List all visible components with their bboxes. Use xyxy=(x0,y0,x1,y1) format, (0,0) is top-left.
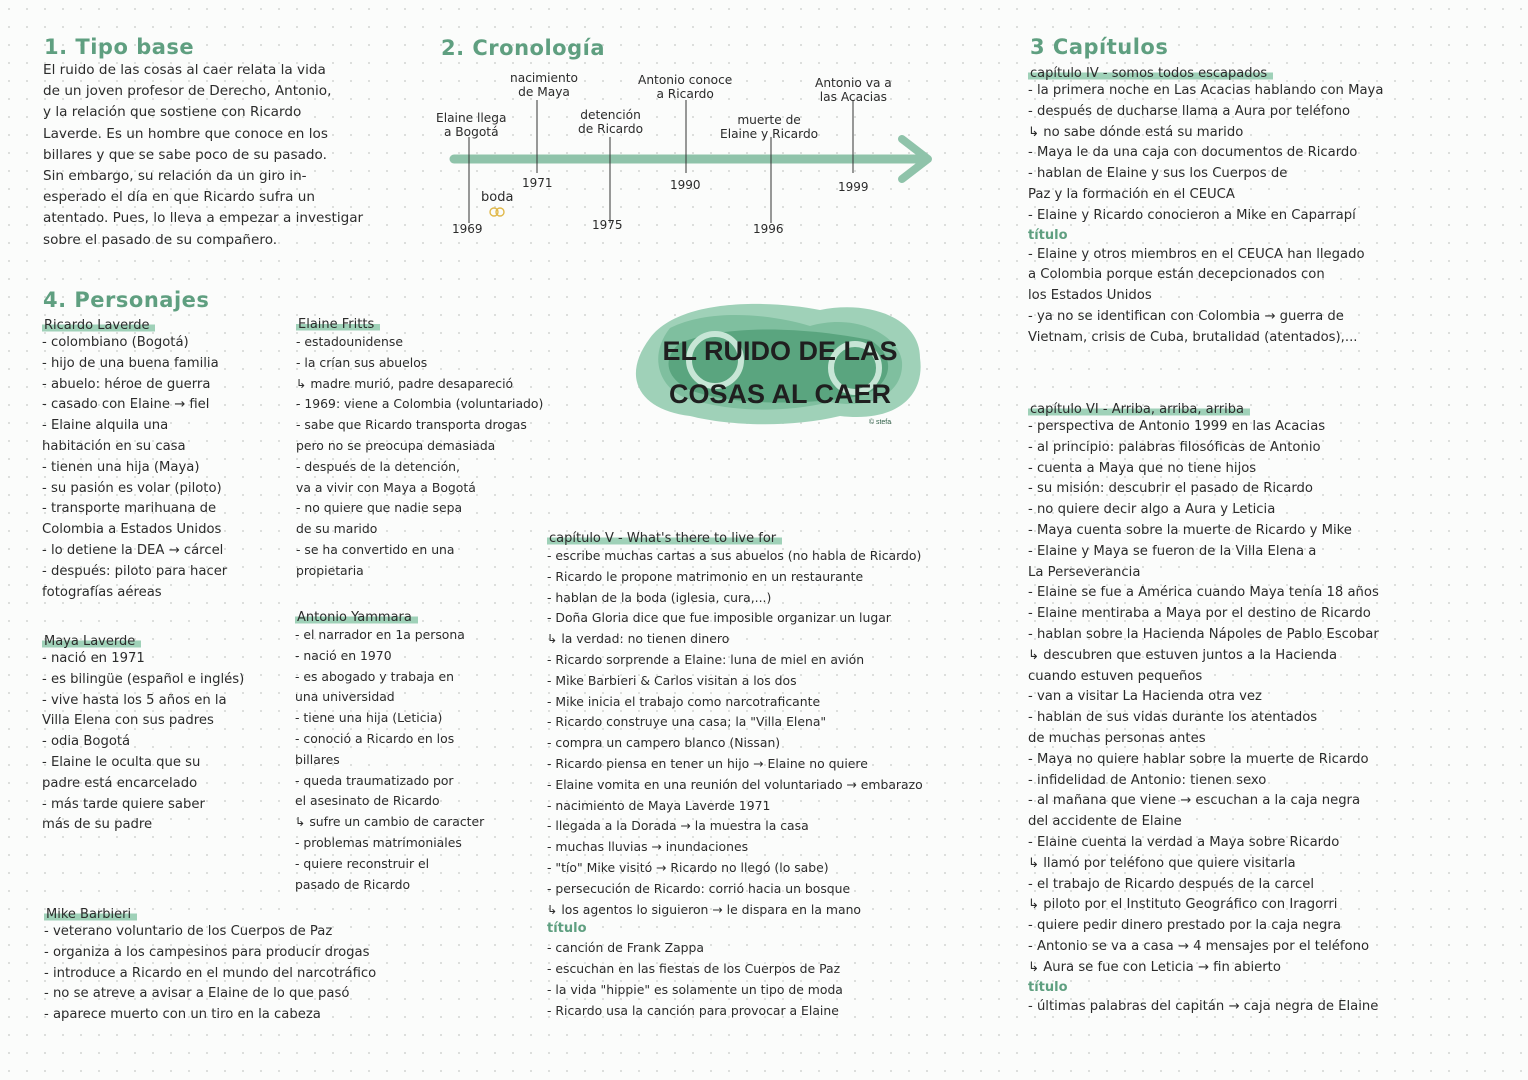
list-item: - Ricardo sorprende a Elaine: luna de miel en avión xyxy=(547,651,865,667)
timeline-tick-1971 xyxy=(536,100,538,130)
timeline-year: 1999 xyxy=(838,180,869,194)
list-item: fotografías aéreas xyxy=(42,584,162,600)
list-item: una universidad xyxy=(295,689,395,705)
capitulo-iv-titulo-label: título xyxy=(1028,227,1068,243)
list-item: ↳ piloto por el Instituto Geográfico con Iragorri xyxy=(1028,897,1338,913)
list-item: - no quiere que nadie sepa xyxy=(296,500,463,516)
list-item: - Elaine y Ricardo conocieron a Mike en Caparrapí xyxy=(1028,207,1356,223)
list-item: - después de la detención, xyxy=(296,458,460,474)
maya-laverde-block xyxy=(42,630,282,836)
tipo-base-line: y la relación que sostiene con Ricardo xyxy=(43,104,302,121)
timeline-event-antonio-conoce: Antonio conoce a Ricardo xyxy=(638,73,733,101)
list-item: - al principio: palabras filosóficas de Antonio xyxy=(1028,439,1321,455)
list-item: - 1969: viene a Colombia (voluntariado) xyxy=(296,396,544,412)
list-item: - la vida "hippie" es solamente un tipo de moda xyxy=(547,981,843,997)
list-item: - el trabajo de Ricardo después de la carcel xyxy=(1028,876,1314,892)
list-item: pasado de Ricardo xyxy=(295,876,411,892)
list-item: - lo detiene la DEA → cárcel xyxy=(42,542,224,558)
list-item: - ya no se identifican con Colombia → guerra de xyxy=(1028,308,1344,324)
timeline-year: 1971 xyxy=(522,176,553,190)
timeline-event-muerte: muerte de Elaine y Ricardo xyxy=(720,113,819,141)
timeline-event-nacimiento-maya: nacimiento de Maya xyxy=(510,71,578,99)
capitulo-vi-block xyxy=(1028,398,1508,1017)
list-item: - Elaine se fue a América cuando Maya tenía 18 años xyxy=(1028,585,1379,601)
list-item: - Elaine alquila una xyxy=(42,418,169,434)
list-item: - se ha convertido en una xyxy=(296,541,455,557)
timeline-event-antonio-acacias: Antonio va a las Acacias xyxy=(815,76,892,104)
list-item: - queda traumatizado por xyxy=(295,772,454,788)
list-item: - Maya cuenta sobre la muerte de Ricardo y Mike xyxy=(1028,522,1352,538)
list-item: - Maya no quiere hablar sobre la muerte de Ricardo xyxy=(1028,751,1369,767)
list-item: más de su padre xyxy=(42,817,153,833)
list-item: - Elaine mentiraba a Maya por el destino de Ricardo xyxy=(1028,606,1371,622)
timeline-tick-1996 xyxy=(770,195,772,225)
list-item: - es abogado y trabaja en xyxy=(295,668,455,684)
list-item: - Maya le da una caja con documentos de Ricardo xyxy=(1028,145,1358,161)
capitulo-iv-list xyxy=(1028,81,1498,227)
capitulo-vi-titulo-label: título xyxy=(1028,979,1068,995)
list-item: de muchas personas antes xyxy=(1028,730,1206,746)
capitulo-iv-block xyxy=(1028,62,1498,349)
character-name-mike: Mike Barbieri xyxy=(44,907,137,922)
list-item: - Elaine y otros miembros en el CEUCA han llegado xyxy=(1028,246,1365,262)
list-item: - muchas lluvias → inundaciones xyxy=(547,839,749,855)
timeline-tick-1969 xyxy=(468,195,470,225)
list-item: - aparece muerto con un tiro en la cabeza xyxy=(44,1007,321,1023)
ricardo-list xyxy=(42,333,282,603)
list-item: - hablan de sus vidas durante los atentados xyxy=(1028,710,1318,726)
list-item: - conoció a Ricardo en los xyxy=(295,730,455,746)
cronologia-heading: 2. Cronología xyxy=(441,36,605,60)
tipo-base-paragraph xyxy=(43,60,403,251)
ricardo-laverde-block xyxy=(42,314,282,603)
list-item: pero no se preocupa demasiada xyxy=(296,437,496,453)
list-item: - llegada a la Dorada → la muestra la casa xyxy=(547,818,809,834)
character-name-ricardo: Ricardo Laverde xyxy=(42,318,155,333)
list-item: - hablan sobre la Hacienda Nápoles de Pablo Escobar xyxy=(1028,626,1379,642)
list-item: - Doña Gloria dice que fue imposible organizar un lugar xyxy=(547,610,891,626)
list-item: ↳ sufre un cambio de caracter xyxy=(295,814,485,830)
list-item: - persecución de Ricardo: corrió hacia un bosque xyxy=(547,880,851,896)
list-item: - Ricardo le propone matrimonio en un restaurante xyxy=(547,568,864,584)
list-item: el asesinato de Ricardo xyxy=(295,793,440,809)
list-item: Colombia a Estados Unidos xyxy=(42,522,222,538)
list-item: - Antonio se va a casa → 4 mensajes por el teléfono xyxy=(1028,938,1370,954)
list-item: - no se atreve a avisar a Elaine de lo que pasó xyxy=(44,986,350,1002)
capitulo-iv-titulo-list xyxy=(1028,245,1498,349)
list-item: - su pasión es volar (piloto) xyxy=(42,480,222,496)
capitulo-vi-titulo-list xyxy=(1028,997,1508,1018)
list-item: - nacimiento de Maya Laverde 1971 xyxy=(547,797,771,813)
list-item: - quiere pedir dinero prestado por la caja negra xyxy=(1028,918,1341,934)
list-item: - hijo de una buena familia xyxy=(42,355,219,371)
timeline-event-detencion-ricardo: detención de Ricardo xyxy=(578,108,644,136)
list-item: - compra un campero blanco (Nissan) xyxy=(547,735,781,751)
list-item: - estadounidense xyxy=(296,334,403,349)
list-item: Paz y la formación en el CEUCA xyxy=(1028,186,1235,202)
timeline-year: 1996 xyxy=(753,222,784,236)
list-item: - problemas matrimoniales xyxy=(295,834,462,850)
list-item: ↳ los agentos lo siguieron → le dispara en la mano xyxy=(547,901,862,917)
list-item: - Ricardo construye una casa; la "Villa Elena" xyxy=(547,714,827,730)
list-item: ↳ llamó por teléfono que quiere visitarla xyxy=(1028,855,1296,871)
list-item: propietaria xyxy=(296,562,364,578)
list-item: - al mañana que viene → escuchan a la caja negra xyxy=(1028,793,1361,809)
list-item: - más tarde quiere saber xyxy=(42,796,205,812)
list-item: del accidente de Elaine xyxy=(1028,814,1182,830)
badge-title-line2: COSAS AL CAER xyxy=(668,379,892,409)
list-item: - Elaine y Maya se fueron de la Villa Elena a xyxy=(1028,543,1317,559)
list-item: - no quiere decir algo a Aura y Leticia xyxy=(1028,502,1276,518)
personajes-heading: 4. Personajes xyxy=(43,288,210,312)
capitulo-v-title: capítulo V - What's there to live for xyxy=(547,531,782,546)
list-item: - canción de Frank Zappa xyxy=(547,940,705,956)
list-item: ↳ la verdad: no tienen dinero xyxy=(547,631,730,647)
list-item: - "tío" Mike visitó → Ricardo no llegó (lo sabe) xyxy=(547,859,829,875)
list-item: - introduce a Ricardo en el mundo del narcotráfico xyxy=(44,965,377,981)
list-item: billares xyxy=(295,751,340,767)
character-name-elaine: Elaine Fritts xyxy=(296,317,380,332)
badge-title-line1: EL RUIDO DE LAS xyxy=(662,336,898,366)
capitulos-heading: 3 Capítulos xyxy=(1030,35,1169,59)
timeline-event-elaine-llega: Elaine llega a Bogotá xyxy=(436,111,507,139)
capitulo-v-titulo-label: título xyxy=(547,921,587,937)
timeline-tick-1999 xyxy=(852,100,854,130)
elaine-fritts-block xyxy=(296,313,566,582)
list-item: Vietnam, crisis de Cuba, brutalidad (atentados),... xyxy=(1028,329,1358,345)
timeline-year: 1990 xyxy=(670,178,701,192)
list-item: - infidelidad de Antonio: tienen sexo xyxy=(1028,772,1267,788)
list-item: - casado con Elaine → fiel xyxy=(42,397,210,413)
list-item: - la primera noche en Las Acacias hablando con Maya xyxy=(1028,83,1384,98)
capitulo-v-titulo-list xyxy=(547,938,1017,1021)
list-item: - quiere reconstruir el xyxy=(295,855,430,871)
list-item: cuando estuven pequeños xyxy=(1028,668,1203,684)
list-item: ↳ Aura se fue con Leticia → fin abierto xyxy=(1028,959,1281,975)
list-item: padre está encarcelado xyxy=(42,775,198,791)
list-item: - el narrador en 1a persona xyxy=(295,627,465,642)
timeline-year: 1969 xyxy=(452,222,483,236)
capitulo-iv-title: capítulo IV - somos todos escapados xyxy=(1028,66,1273,81)
maya-list xyxy=(42,649,282,836)
elaine-list xyxy=(296,332,566,582)
mike-list xyxy=(44,922,524,1026)
list-item: - escuchan en las fiestas de los Cuerpos de Paz xyxy=(547,961,841,977)
list-item: ↳ madre murió, padre desapareció xyxy=(296,375,514,391)
list-item: - organiza a los campesinos para producir drogas xyxy=(44,944,370,960)
capitulo-vi-list xyxy=(1028,417,1508,979)
antonio-list xyxy=(295,625,545,895)
list-item: - van a visitar La Hacienda otra vez xyxy=(1028,689,1262,705)
character-name-maya: Maya Laverde xyxy=(42,634,141,649)
tipo-base-line: Sin embargo, su relación da un giro in- xyxy=(43,168,307,185)
list-item: - después de ducharse llama a Aura por teléfono xyxy=(1028,103,1351,119)
tipo-base-line: de un joven profesor de Derecho, Antonio, xyxy=(43,83,332,100)
timeline-boda-label: boda xyxy=(481,190,514,205)
badge-signature: © stefa xyxy=(868,419,892,426)
list-item: - la crían sus abuelos xyxy=(296,354,428,370)
list-item: - nació en 1971 xyxy=(42,651,145,666)
list-item: - su misión: descubrir el pasado de Ricardo xyxy=(1028,481,1313,497)
list-item: - hablan de la boda (iglesia, cura,...) xyxy=(547,589,772,605)
list-item: - odia Bogotá xyxy=(42,734,131,750)
list-item: - hablan de Elaine y sus los Cuerpos de xyxy=(1028,166,1288,182)
list-item: - vive hasta los 5 años en la xyxy=(42,692,227,708)
capitulo-v-block xyxy=(547,527,1017,1022)
capitulo-v-list xyxy=(547,546,1017,920)
list-item: ↳ descubren que estuven juntos a la Hacienda xyxy=(1028,647,1338,663)
list-item: - Ricardo usa la canción para provocar a Elaine xyxy=(547,1002,839,1018)
timeline-year: 1975 xyxy=(592,218,623,232)
list-item: La Perseverancia xyxy=(1028,564,1141,580)
list-item: a Colombia porque están decepcionados con xyxy=(1028,267,1325,283)
tipo-base-heading: 1. Tipo base xyxy=(44,35,195,59)
list-item: - Elaine vomita en una reunión del voluntariado → embarazo xyxy=(547,776,923,792)
list-item: - perspectiva de Antonio 1999 en las Acacias xyxy=(1028,419,1326,434)
capitulo-vi-title: capítulo VI - Arriba, arriba, arriba xyxy=(1028,402,1250,417)
list-item: - Elaine cuenta la verdad a Maya sobre Ricardo xyxy=(1028,834,1340,850)
tipo-base-line: billares y que se sabe poco de su pasado. xyxy=(43,146,327,163)
antonio-yammara-block xyxy=(295,606,545,895)
timeline-tick-1990 xyxy=(685,100,687,130)
list-item: - Ricardo piensa en tener un hijo → Elaine no quiere xyxy=(547,755,868,771)
list-item: - colombiano (Bogotá) xyxy=(42,335,189,350)
tipo-base-line: sobre el pasado de su compañero. xyxy=(43,231,278,248)
list-item: Villa Elena con sus padres xyxy=(42,713,214,729)
list-item: - después: piloto para hacer xyxy=(42,563,228,579)
tipo-base-line: El ruido de las cosas al caer relata la vida xyxy=(43,62,326,78)
list-item: - tiene una hija (Leticia) xyxy=(295,710,443,726)
tipo-base-line: Laverde. Es un hombre que conoce en los xyxy=(43,125,328,142)
tipo-base-line: atentado. Pues, lo lleva a empezar a investigar xyxy=(43,210,364,227)
list-item: va a vivir con Maya a Bogotá xyxy=(296,479,476,495)
list-item: habitación en su casa xyxy=(42,438,186,454)
tipo-base-line: esperado el día en que Ricardo sufra un xyxy=(43,189,315,206)
character-name-antonio: Antonio Yammara xyxy=(295,610,418,625)
list-item: - veterano voluntario de los Cuerpos de Paz xyxy=(44,924,333,939)
list-item: - Mike Barbieri & Carlos visitan a los dos xyxy=(547,672,797,688)
title-badge xyxy=(620,298,930,428)
list-item: - escribe muchas cartas a sus abuelos (no habla de Ricardo) xyxy=(547,548,922,563)
list-item: - Mike inicia el trabajo como narcotraficante xyxy=(547,693,821,709)
mike-barbieri-block xyxy=(44,903,524,1026)
list-item: - tienen una hija (Maya) xyxy=(42,459,200,475)
list-item: - cuenta a Maya que no tiene hijos xyxy=(1028,460,1257,476)
list-item: - transporte marihuana de xyxy=(42,501,217,517)
list-item: de su marido xyxy=(296,521,378,537)
list-item: - últimas palabras del capitán → caja negra de Elaine xyxy=(1028,998,1379,1014)
list-item: ↳ no sabe dónde está su marido xyxy=(1028,124,1244,140)
list-item: - es bilingüe (español e inglés) xyxy=(42,671,245,687)
list-item: - nació en 1970 xyxy=(295,647,392,663)
rings-icon xyxy=(487,206,509,218)
list-item: - sabe que Ricardo transporta drogas xyxy=(296,417,527,433)
list-item: - Elaine le oculta que su xyxy=(42,754,201,770)
list-item: - abuelo: héroe de guerra xyxy=(42,376,211,392)
list-item: los Estados Unidos xyxy=(1028,288,1152,304)
